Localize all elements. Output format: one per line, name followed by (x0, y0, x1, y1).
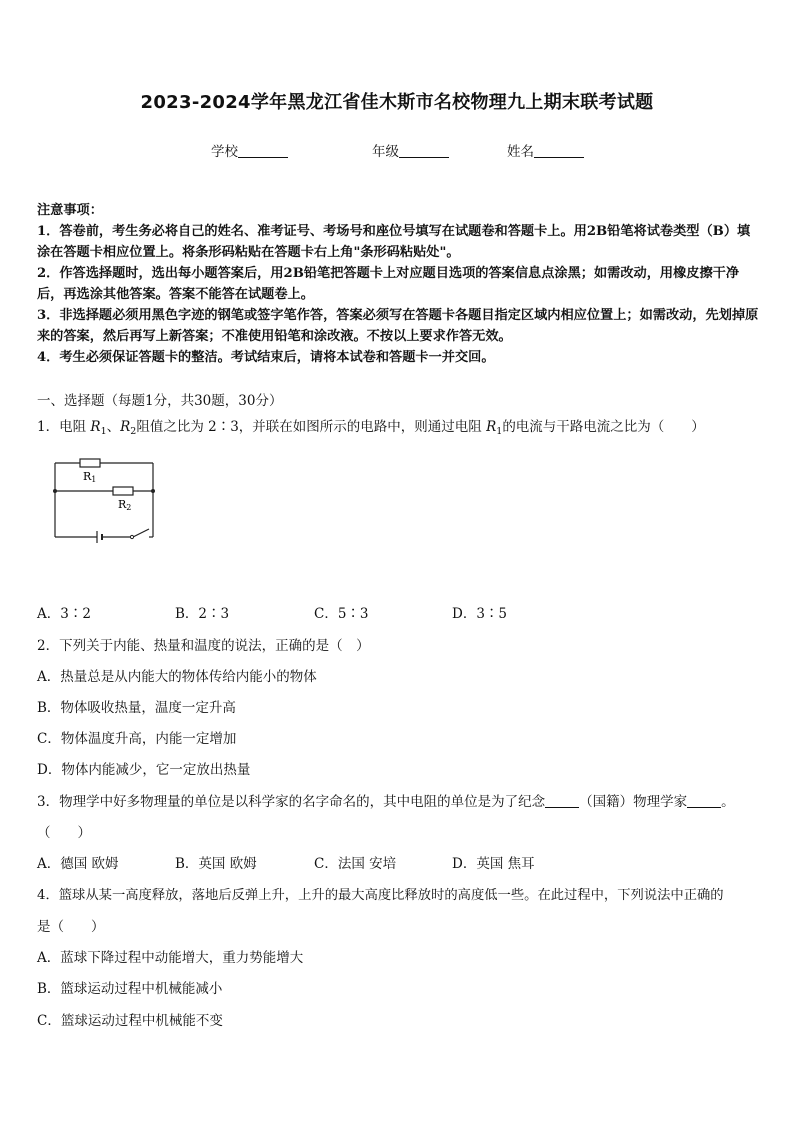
q1-suffix: 的电流与干路电流之比为（ ） (502, 419, 705, 435)
notice-item-4: 4．考生必须保证答题卡的整洁。考试结束后，请将本试卷和答题卡一并交回。 (37, 350, 495, 365)
q4-option-a[interactable]: A．蓝球下降过程中动能增大，重力势能增大 (37, 950, 304, 966)
r1-label: R1 (83, 470, 97, 484)
q1-stem (37, 415, 705, 437)
section-heading: 一、选择题（每题1分，共30题，30分） (37, 393, 283, 409)
q2-option-c[interactable]: C．物体温度升高，内能一定增加 (37, 731, 237, 747)
q1-option-a[interactable]: A．3∶2 (37, 606, 91, 622)
exam-title: 2023-2024学年黑龙江省佳木斯市名校物理九上期末联考试题 (140, 92, 654, 113)
q3-stem-b: （国籍）物理学家 (579, 794, 688, 810)
q1-mid: 阻值之比为 2∶3，并联在如图所示的电路中，则通过电阻 (136, 419, 487, 435)
notice-heading: 注意事项： (37, 203, 103, 218)
q1-option-b[interactable]: B．2∶3 (175, 606, 230, 622)
q3-option-a[interactable]: A．德国 欧姆 (37, 856, 119, 872)
school-field[interactable] (211, 140, 288, 160)
r1-resistor (80, 459, 100, 467)
notice-item-2: 2．作答选择题时，选出每小题答案后，用2B铅笔把答题卡上对应题目选项的答案信息点涂黑；如需改动，用橡皮擦干净后，再选涂其他答案。答案不能答在试题卷上。 (37, 266, 740, 302)
q2-stem: 2．下列关于内能、热量和温度的说法，正确的是（ ） (37, 638, 370, 654)
q1-option-c[interactable]: C．5∶3 (314, 606, 369, 622)
q1-circuit-diagram (45, 455, 165, 545)
name-label: 姓名 (507, 144, 534, 160)
grade-label: 年级 (372, 144, 399, 160)
q1-r1: R (90, 419, 101, 435)
notice-item-1: 1．答卷前，考生务必将自己的姓名、准考证号、考场号和座位号填写在试题卷和答题卡上。用2B铅笔将试卷类型（B）填涂在答题卡相应位置上。将条形码粘贴在答题卡右上角"条形码粘贴处"。 (37, 224, 751, 260)
notice-block (37, 200, 759, 368)
switch-contact (130, 535, 133, 538)
q4-option-b[interactable]: B．篮球运动过程中机械能减小 (37, 981, 223, 997)
school-blank[interactable] (238, 143, 288, 158)
q3-stem-line2: （ ） (37, 825, 91, 841)
q3-option-b[interactable]: B．英国 欧姆 (175, 856, 257, 872)
q4-option-c[interactable]: C．篮球运动过程中机械能不变 (37, 1013, 223, 1029)
q2-option-d[interactable]: D．物体内能减少，它一定放出热量 (37, 762, 251, 778)
q1-r1b-sub: 1 (496, 426, 503, 437)
q1-r2-sub: 2 (130, 426, 137, 437)
notice-item-3: 3．非选择题必须用黑色字迹的钢笔或签字笔作答，答案必须写在答题卡各题目指定区域内相应位置上；如需改动，先划掉原来的答案，然后再写上新答案；不准使用铅笔和涂改液。不按以上要求作答无效。 (37, 308, 759, 344)
q3-stem-c: 。 (721, 794, 735, 810)
q1-r1b: R (486, 419, 497, 435)
q4-stem-line1: 4．篮球从某一高度释放，落地后反弹上升，上升的最大高度比释放时的高度低一些。在此过程中，下列说法中正确的 (37, 888, 724, 903)
r2-resistor (113, 487, 133, 495)
q2-option-b[interactable]: B．物体吸收热量，温度一定升高 (37, 700, 236, 716)
q2-option-a[interactable]: A．热量总是从内能大的物体传给内能小的物体 (37, 669, 317, 685)
q3-option-d[interactable]: D．英国 焦耳 (452, 856, 535, 872)
q3-stem (37, 790, 735, 810)
q3-stem-a: 3．物理学中好多物理量的单位是以科学家的名字命名的，其中电阻的单位是为了纪念 (37, 794, 546, 810)
grade-field[interactable] (372, 140, 449, 160)
q3-blank-scientist[interactable] (687, 794, 721, 808)
q1-prefix: 1．电阻 (37, 419, 91, 435)
name-blank[interactable] (534, 143, 584, 158)
q3-blank-nationality[interactable] (545, 794, 579, 808)
grade-blank[interactable] (399, 143, 449, 158)
q3-option-c[interactable]: C．法国 安培 (314, 856, 397, 872)
school-label: 学校 (211, 144, 238, 160)
q1-option-d[interactable]: D．3∶5 (452, 606, 508, 622)
q1-r2: R (120, 419, 131, 435)
q1-r1-sub: 1 (100, 426, 107, 437)
left-junction (53, 489, 57, 493)
switch-blade (133, 529, 149, 537)
q1-sep: 、 (106, 419, 121, 435)
right-junction (151, 489, 155, 493)
q4-stem-line2: 是（ ） (37, 919, 105, 935)
name-field[interactable] (507, 140, 584, 160)
r2-label: R2 (118, 498, 132, 512)
